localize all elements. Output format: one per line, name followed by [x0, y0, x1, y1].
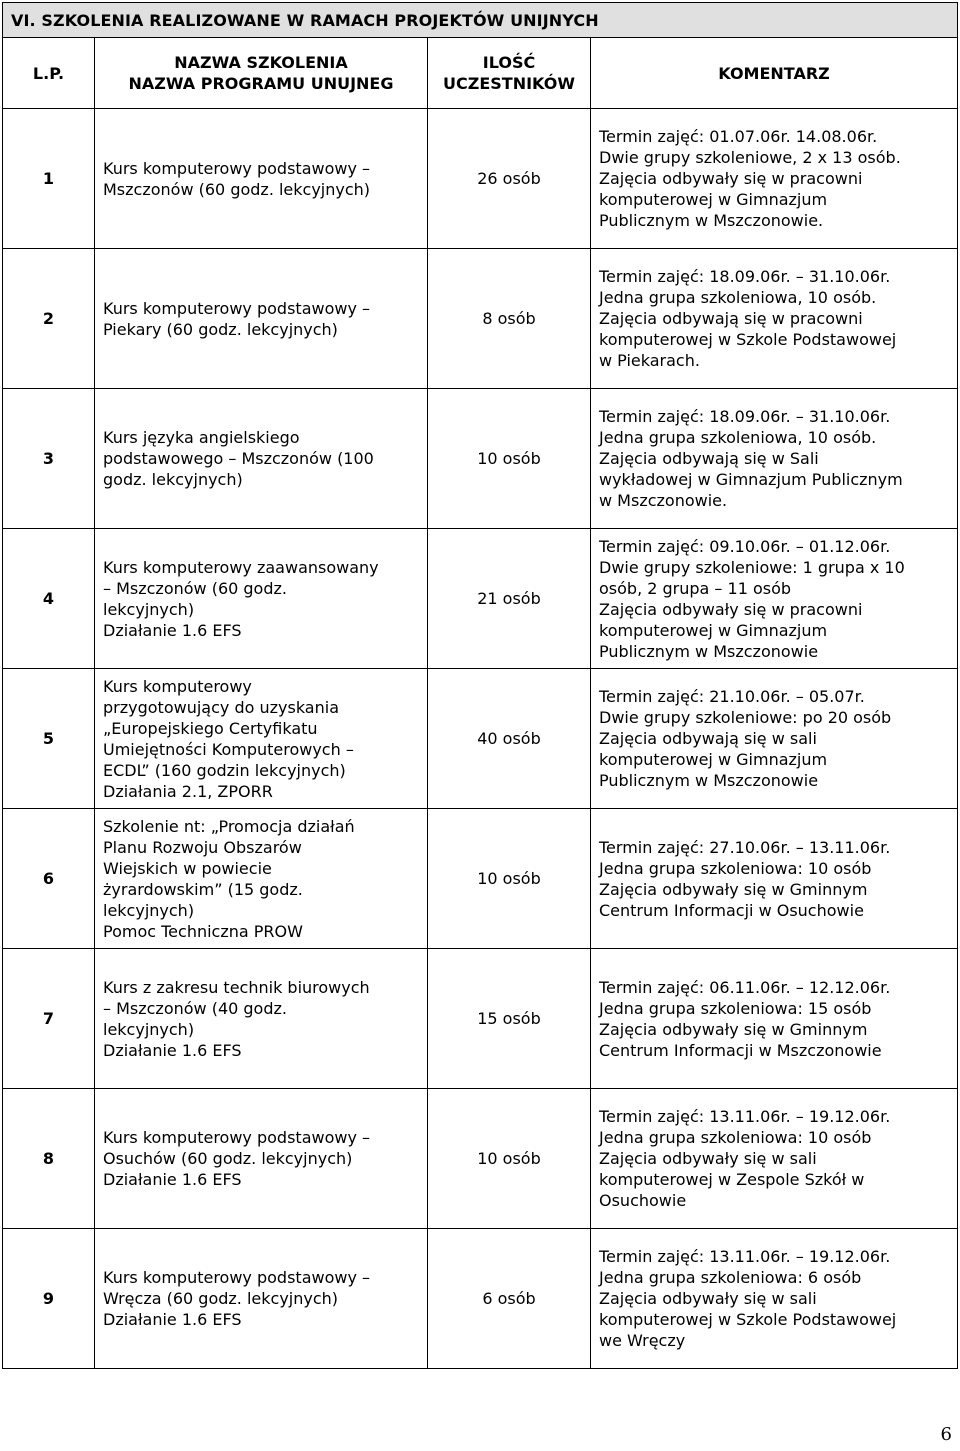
training-comment: [591, 1089, 958, 1229]
trainings-table: [2, 2, 958, 1369]
header-count: [428, 38, 591, 109]
training-name-line: Działania 2.1, ZPORR: [103, 781, 273, 801]
training-name-line: lekcyjnych): [103, 1019, 195, 1039]
comment-line: Dwie grupy szkoleniowe: 1 grupa x 10: [599, 557, 905, 577]
training-name-line: przygotowujący do uzyskania: [103, 697, 339, 717]
table-row: [3, 949, 958, 1089]
participant-count: 10 osób: [428, 1089, 591, 1229]
training-comment: [591, 1229, 958, 1369]
training-name-line: Kurs komputerowy: [103, 676, 252, 696]
training-name-line: Działanie 1.6 EFS: [103, 1170, 242, 1189]
training-name-line: żyrardowskim” (15 godz.: [103, 879, 303, 899]
header-name-line1: NAZWA SZKOLENIA: [174, 53, 348, 72]
comment-line: Publicznym w Mszczonowie: [599, 641, 819, 661]
training-comment: [591, 949, 958, 1089]
page-number: 6: [940, 1424, 952, 1445]
participant-count: 10 osób: [428, 389, 591, 529]
table-row: [3, 389, 958, 529]
header-name-line2: NAZWA PROGRAMU UNUJNEG: [128, 74, 394, 93]
table-row: [3, 669, 958, 809]
training-name-line: Mszczonów (60 godz. lekcyjnych): [103, 179, 371, 199]
comment-line: Termin zajęć: 01.07.06r. 14.08.06r.: [599, 127, 878, 146]
training-name: [95, 389, 428, 529]
row-number: 9: [3, 1229, 95, 1369]
training-comment: [591, 249, 958, 389]
comment-line: Jedna grupa szkoleniowa: 15 osób: [599, 998, 872, 1018]
header-row: [3, 38, 958, 109]
row-number: 6: [3, 809, 95, 949]
training-name-line: „Europejskiego Certyfikatu: [103, 718, 318, 738]
training-name: [95, 669, 428, 809]
training-name-line: Kurs komputerowy podstawowy –: [103, 158, 371, 178]
training-name-line: Kurs z zakresu technik biurowych: [103, 977, 370, 997]
comment-line: w Piekarach.: [599, 351, 700, 370]
comment-line: wykładowej w Gimnazjum Publicznym: [599, 470, 903, 489]
comment-line: Termin zajęć: 06.11.06r. – 12.12.06r.: [599, 977, 891, 997]
training-name-line: Kurs komputerowy podstawowy –: [103, 1268, 371, 1287]
header-count-line2: UCZESTNIKÓW: [443, 74, 575, 93]
comment-line: Zajęcia odbywały się w sali: [599, 1149, 817, 1168]
training-name: [95, 529, 428, 669]
comment-line: Zajęcia odbywają się w Sali: [599, 449, 819, 468]
training-name: [95, 1229, 428, 1369]
training-name-line: Pomoc Techniczna PROW: [103, 921, 303, 941]
training-name-line: Osuchów (60 godz. lekcyjnych): [103, 1149, 353, 1168]
comment-line: Dwie grupy szkoleniowe, 2 x 13 osób.: [599, 148, 901, 167]
header-count-line1: ILOŚĆ: [482, 53, 536, 72]
comment-line: Zajęcia odbywają się w pracowni: [599, 309, 863, 328]
comment-line: w Mszczonowie.: [599, 491, 728, 510]
comment-line: Publicznym w Mszczonowie: [599, 771, 819, 790]
comment-line: Termin zajęć: 13.11.06r. – 19.12.06r.: [599, 1247, 891, 1266]
training-name-line: Umiejętności Komputerowych –: [103, 739, 354, 759]
training-name-line: Kurs języka angielskiego: [103, 428, 300, 447]
training-name-line: Szkolenie nt: „Promocja działań: [103, 816, 355, 836]
training-name-line: – Mszczonów (60 godz.: [103, 578, 287, 598]
training-name-line: Kurs komputerowy podstawowy –: [103, 1128, 371, 1147]
training-name-line: lekcyjnych): [103, 900, 195, 920]
comment-line: Centrum Informacji w Osuchowie: [599, 900, 864, 920]
comment-line: Jedna grupa szkoleniowa: 10 osób: [599, 858, 872, 878]
participant-count: 40 osób: [428, 669, 591, 809]
row-number: 4: [3, 529, 95, 669]
comment-line: Dwie grupy szkoleniowe: po 20 osób: [599, 708, 892, 727]
row-number: 2: [3, 249, 95, 389]
header-name: [95, 38, 428, 109]
table-row: [3, 109, 958, 249]
comment-line: Termin zajęć: 09.10.06r. – 01.12.06r.: [599, 536, 891, 556]
comment-line: Zajęcia odbywały się w Gminnym: [599, 879, 868, 899]
training-name-line: lekcyjnych): [103, 599, 195, 619]
training-name-line: godz. lekcyjnych): [103, 470, 243, 489]
training-name: [95, 1089, 428, 1229]
comment-line: Jedna grupa szkoleniowa: 6 osób: [599, 1268, 862, 1287]
training-name-line: Działanie 1.6 EFS: [103, 1310, 242, 1329]
table-row: [3, 809, 958, 949]
training-name: [95, 949, 428, 1089]
comment-line: komputerowej w Szkole Podstawowej: [599, 1310, 897, 1329]
comment-line: Termin zajęć: 27.10.06r. – 13.11.06r.: [599, 837, 891, 857]
training-name-line: Kurs komputerowy podstawowy –: [103, 298, 371, 318]
training-name: [95, 249, 428, 389]
participant-count: 6 osób: [428, 1229, 591, 1369]
participant-count: 26 osób: [428, 109, 591, 249]
participant-count: 15 osób: [428, 949, 591, 1089]
comment-line: Osuchowie: [599, 1191, 687, 1210]
comment-line: Termin zajęć: 18.09.06r. – 31.10.06r.: [599, 267, 891, 286]
training-name-line: Planu Rozwoju Obszarów: [103, 837, 302, 857]
table-row: [3, 249, 958, 389]
comment-line: osób, 2 grupa – 11 osób: [599, 578, 792, 598]
section-title: VI. SZKOLENIA REALIZOWANE W RAMACH PROJEKTÓW UNIJNYCH: [3, 3, 958, 38]
training-name: [95, 109, 428, 249]
training-comment: [591, 809, 958, 949]
comment-line: Centrum Informacji w Mszczonowie: [599, 1040, 882, 1060]
table-row: [3, 1229, 958, 1369]
header-comment: KOMENTARZ: [591, 38, 958, 109]
header-lp: L.P.: [3, 38, 95, 109]
table-row: [3, 529, 958, 669]
row-number: 7: [3, 949, 95, 1089]
comment-line: we Wręczy: [599, 1331, 686, 1350]
comment-line: komputerowej w Szkole Podstawowej: [599, 330, 897, 349]
comment-line: komputerowej w Gimnazjum: [599, 620, 828, 640]
training-name-line: Kurs komputerowy zaawansowany: [103, 557, 379, 577]
comment-line: Zajęcia odbywały się w Gminnym: [599, 1019, 868, 1039]
training-name-line: podstawowego – Mszczonów (100: [103, 449, 374, 468]
table-row: [3, 1089, 958, 1229]
table-body: [3, 109, 958, 1369]
training-name-line: Działanie 1.6 EFS: [103, 620, 242, 640]
row-number: 1: [3, 109, 95, 249]
training-name-line: ECDL” (160 godzin lekcyjnych): [103, 760, 346, 780]
training-name-line: Wręcza (60 godz. lekcyjnych): [103, 1289, 339, 1308]
comment-line: komputerowej w Zespole Szkół w: [599, 1170, 865, 1189]
comment-line: Termin zajęć: 21.10.06r. – 05.07r.: [599, 687, 865, 706]
comment-line: Zajęcia odbywają się w sali: [599, 729, 817, 748]
participant-count: 10 osób: [428, 809, 591, 949]
participant-count: 8 osób: [428, 249, 591, 389]
comment-line: Publicznym w Mszczonowie.: [599, 211, 824, 230]
comment-line: komputerowej w Gimnazjum: [599, 190, 828, 209]
training-comment: [591, 389, 958, 529]
comment-line: Jedna grupa szkoleniowa, 10 osób.: [599, 288, 877, 307]
comment-line: Termin zajęć: 18.09.06r. – 31.10.06r.: [599, 407, 891, 426]
training-name-line: Wiejskich w powiecie: [103, 858, 272, 878]
training-name: [95, 809, 428, 949]
row-number: 8: [3, 1089, 95, 1229]
comment-line: Termin zajęć: 13.11.06r. – 19.12.06r.: [599, 1107, 891, 1126]
comment-line: Jedna grupa szkoleniowa: 10 osób: [599, 1128, 872, 1147]
training-name-line: Działanie 1.6 EFS: [103, 1040, 242, 1060]
comment-line: komputerowej w Gimnazjum: [599, 750, 828, 769]
training-name-line: – Mszczonów (40 godz.: [103, 998, 287, 1018]
row-number: 5: [3, 669, 95, 809]
comment-line: Zajęcia odbywały się w pracowni: [599, 169, 863, 188]
comment-line: Zajęcia odbywały się w sali: [599, 1289, 817, 1308]
training-comment: [591, 669, 958, 809]
row-number: 3: [3, 389, 95, 529]
comment-line: Jedna grupa szkoleniowa, 10 osób.: [599, 428, 877, 447]
training-name-line: Piekary (60 godz. lekcyjnych): [103, 319, 338, 339]
training-comment: [591, 529, 958, 669]
training-comment: [591, 109, 958, 249]
comment-line: Zajęcia odbywały się w pracowni: [599, 599, 863, 619]
participant-count: 21 osób: [428, 529, 591, 669]
